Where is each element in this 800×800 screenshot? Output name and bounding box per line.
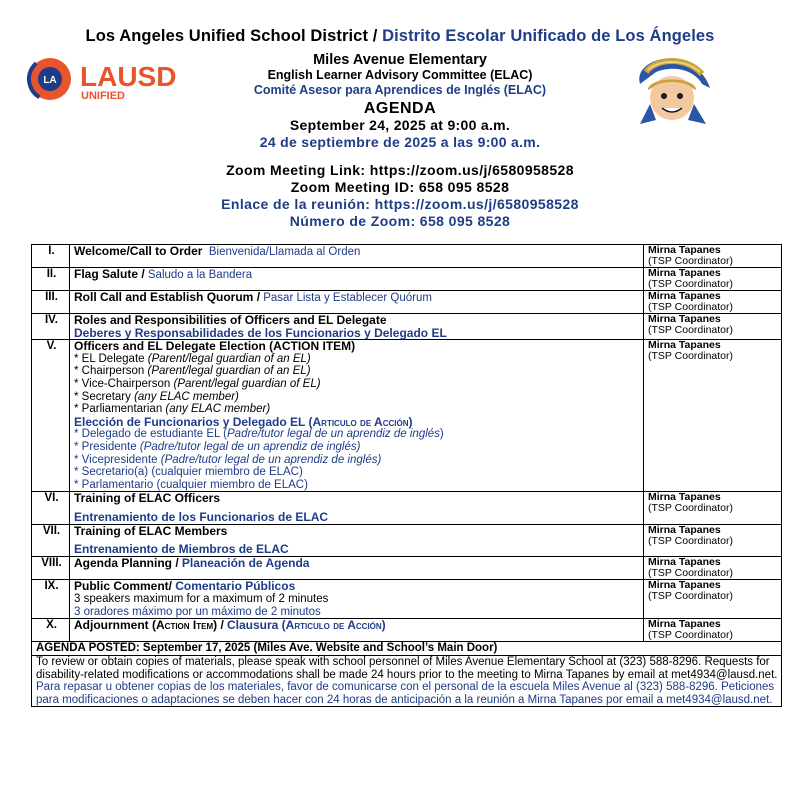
zoom-id-es: Número de Zoom: 658 095 8528 <box>289 213 511 229</box>
item-title-en: Roll Call and Establish Quorum / <box>74 290 261 304</box>
item-title-es: Bienvenida/Llamada al Orden <box>208 246 361 258</box>
item-title-en: Training of ELAC Officers <box>74 491 221 506</box>
svg-text:LA: LA <box>43 75 57 86</box>
item-title-en: Roles and Responsibilities of Officers and EL Delegate <box>74 313 387 327</box>
logo-sub: UNIFIED <box>81 90 125 102</box>
item-title-en: Adjournment (Action Item) / <box>74 618 224 633</box>
table-row <box>32 619 782 642</box>
list-item: * EL Delegate (Parent/legal guardian of an EL) <box>74 352 311 365</box>
item-title-es: Pasar Lista y Establecer Quórum <box>263 292 432 304</box>
committee-es: Comité Asesor para Aprendices de Inglés (ELAC) <box>253 83 547 97</box>
item-number: IV. <box>32 314 70 340</box>
list-item: * Delegado de estudiante EL (Padre/tutor legal de un aprendiz de inglés) <box>74 428 444 441</box>
presenter-cell: Mirna Tapanes (TSP Coordinator) <box>644 340 782 492</box>
zoom-id-en: Zoom Meeting ID: 658 095 8528 <box>290 179 510 195</box>
item-number: VI. <box>32 492 70 524</box>
item-title-en: Flag Salute / <box>74 267 145 281</box>
agenda-table <box>31 244 782 707</box>
table-row <box>32 524 782 556</box>
item-title-es: Elección de Funcionarios y Delegado EL (Articulo de Acción) <box>74 414 413 429</box>
item-title-en: Public Comment/ <box>74 578 173 593</box>
table-row <box>32 492 782 524</box>
meeting-date-es: 24 de septiembre de 2025 a las 9:00 a.m. <box>259 134 541 150</box>
zoom-link-en: Zoom Meeting Link: https://zoom.us/j/6580958528 <box>226 162 574 178</box>
footer-en: To review or obtain copies of materials, please speak with school personnel of Miles Avenue Elementary School at (323) 588-8296. Requests for disability-related modifications or accommodations shall be made 24 hours prior to the meeting to Mirna Tapanes by email at met4934@lausd.net. <box>36 656 778 681</box>
item-title-es: Deberes y Responsabilidades de los Funcionarios y Delegado EL <box>74 325 447 340</box>
presenter-cell: Mirna Tapanes (TSP Coordinator) <box>644 245 782 268</box>
table-row <box>32 245 782 268</box>
item-title-en: Agenda Planning / <box>74 555 179 570</box>
presenter-cell: Mirna Tapanes (TSP Coordinator) <box>644 492 782 524</box>
list-item: * Secretario(a) (cualquier miembro de ELAC) <box>74 466 303 479</box>
item-number: VIII. <box>32 556 70 579</box>
agenda-posted: AGENDA POSTED: September 17, 2025 (Miles Ave. Website and School’s Main Door) <box>32 642 782 656</box>
committee-en: English Learner Advisory Committee (ELAC) <box>267 68 533 82</box>
list-item: * Chairperson (Parent/legal guardian of an EL) <box>74 365 311 378</box>
district-title-en: Los Angeles Unified School District / <box>85 27 378 45</box>
item-cell <box>70 314 644 340</box>
school-name: Miles Avenue Elementary <box>313 52 487 68</box>
list-item: * Vicepresidente (Padre/tutor legal de un aprendiz de inglés) <box>74 453 382 466</box>
presenter-cell: Mirna Tapanes (TSP Coordinator) <box>644 314 782 340</box>
item-detail-en: 3 speakers maximum for a maximum of 2 minutes <box>74 593 329 606</box>
item-title-es: Planeación de Agenda <box>181 555 310 570</box>
list-item: * Secretary (any ELAC member) <box>74 390 239 403</box>
item-title-es: Saludo a la Bandera <box>147 269 253 281</box>
footer-note <box>32 656 782 707</box>
table-row <box>32 314 782 340</box>
footer-row <box>32 656 782 707</box>
presenter-cell: Mirna Tapanes (TSP Coordinator) <box>644 556 782 579</box>
item-cell <box>70 556 644 579</box>
list-item: * Parlamentario (cualquier miembro de ELAC) <box>74 478 308 491</box>
item-cell <box>70 340 644 492</box>
item-title-es: Entrenamiento de Miembros de ELAC <box>74 542 289 557</box>
presenter-cell: Mirna Tapanes (TSP Coordinator) <box>644 579 782 619</box>
footer-es: Para repasar u obtener copias de los materiales, favor de comunicarse con el personal de la escuela Miles Avenue al (323) 588-8296. Peticiones para modificaciones o adaptaciones se deben hacer con 24 horas de anticipación a la reunión a Mirna Tapanes por email a met4934@lausd.net. <box>36 681 775 706</box>
item-title-es: Entrenamiento de los Funcionarios de ELAC <box>74 509 329 524</box>
item-detail-es: 3 oradores máximo por un máximo de 2 minutos <box>74 605 321 618</box>
item-cell <box>70 579 644 619</box>
table-row <box>32 556 782 579</box>
presenter-cell: Mirna Tapanes (TSP Coordinator) <box>644 291 782 314</box>
table-row <box>32 268 782 291</box>
item-number: II. <box>32 268 70 291</box>
posted-row <box>32 642 782 656</box>
item-title-en: Officers and EL Delegate Election (ACTION ITEM) <box>74 339 356 354</box>
item-number: IX. <box>32 579 70 619</box>
item-cell <box>70 619 644 642</box>
presenter-cell: Mirna Tapanes (TSP Coordinator) <box>644 268 782 291</box>
meeting-date-en: September 24, 2025 at 9:00 a.m. <box>289 117 511 133</box>
item-title-es: Comentario Públicos <box>175 578 296 593</box>
agenda-title: AGENDA <box>363 100 437 117</box>
item-title-en: Welcome/Call to Order <box>74 244 203 258</box>
list-item: * Vice-Chairperson (Parent/legal guardian of EL) <box>74 377 321 390</box>
table-row <box>32 340 782 492</box>
list-item: * Presidente (Padre/tutor legal de un aprendiz de inglés) <box>74 440 361 453</box>
item-number: III. <box>32 291 70 314</box>
table-row <box>32 291 782 314</box>
item-title-es: Clausura (Articulo de Acción) <box>226 618 386 633</box>
item-number: X. <box>32 619 70 642</box>
list-item: * Parliamentarian (any ELAC member) <box>74 403 271 416</box>
presenter-cell: Mirna Tapanes (TSP Coordinator) <box>644 619 782 642</box>
item-cell <box>70 245 644 268</box>
item-cell <box>70 492 644 524</box>
item-cell <box>70 524 644 556</box>
table-row <box>32 579 782 619</box>
item-title-en: Training of ELAC Members <box>74 523 228 538</box>
item-number: VII. <box>32 524 70 556</box>
district-title-es: Distrito Escolar Unificado de Los Ángeles <box>382 27 715 45</box>
item-number: I. <box>32 245 70 268</box>
item-number: V. <box>32 340 70 492</box>
zoom-link-es: Enlace de la reunión: https://zoom.us/j/6580958528 <box>221 196 579 212</box>
logo-text: LAUSD <box>80 61 177 92</box>
presenter-cell: Mirna Tapanes (TSP Coordinator) <box>644 524 782 556</box>
item-cell <box>70 268 644 291</box>
item-cell <box>70 291 644 314</box>
district-title <box>0 27 800 46</box>
